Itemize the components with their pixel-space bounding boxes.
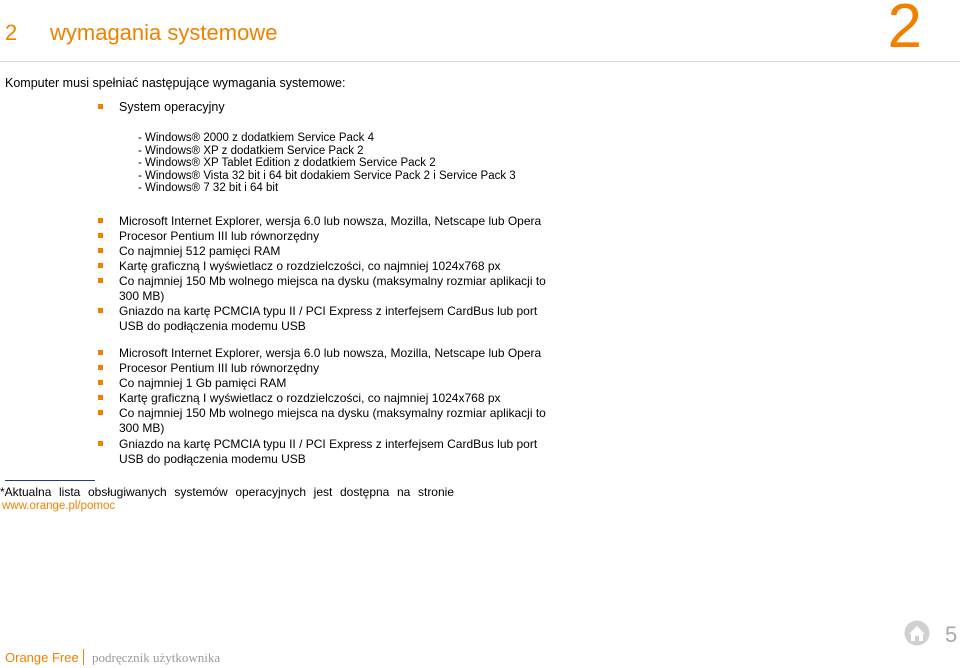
page-number: 5: [945, 622, 958, 647]
bullet-icon: [98, 218, 103, 223]
footnote-text: *Aktualna lista obsługiwanych systemów operacyjnych jest dostępna na stronie: [0, 485, 454, 499]
footer-manual-title: podręcznik użytkownika: [92, 650, 221, 665]
help-link[interactable]: www.orange.pl/pomoc: [2, 500, 116, 512]
os-list-item: - Windows® XP Tablet Edition z dodatkiem Service Pack 2: [138, 157, 436, 169]
chapter-big-number: 2: [887, 0, 922, 61]
req1-disk-cont: 300 MB): [119, 289, 165, 303]
req2-ram: Co najmniej 1 Gb pamięci RAM: [119, 376, 287, 390]
os-list-item: - Windows® 2000 z dodatkiem Service Pack 4: [138, 132, 375, 144]
req1-disk: Co najmniej 150 Mb wolnego miejsca na dysku (maksymalny rozmiar aplikacji to: [119, 274, 546, 288]
req1-port: Gniazdo na kartę PCMCIA typu II / PCI Express z interfejsem CardBus lub port: [119, 304, 538, 318]
home-icon[interactable]: [903, 620, 931, 646]
req2-disk: Co najmniej 150 Mb wolnego miejsca na dysku (maksymalny rozmiar aplikacji to: [119, 406, 546, 420]
footnote-divider: [5, 480, 95, 481]
bullet-icon: [98, 410, 103, 415]
req2-display: Kartę graficzną I wyświetlacz o rozdzielczości, co najmniej 1024x768 px: [119, 391, 501, 405]
bullet-icon: [98, 308, 103, 313]
bullet-icon: [98, 278, 103, 283]
req1-ram: Co najmniej 512 pamięci RAM: [119, 244, 281, 258]
bullet-icon: [98, 104, 103, 109]
header-divider: [0, 61, 960, 62]
bullet-icon: [98, 350, 103, 355]
chapter-title: wymagania systemowe: [50, 20, 278, 45]
bullet-icon: [98, 395, 103, 400]
os-heading: System operacyjny: [119, 100, 225, 114]
os-list-item: - Windows® 7 32 bit i 64 bit: [138, 182, 279, 194]
req2-port-cont: USB do podłączenia modemu USB: [119, 452, 306, 466]
intro-text: Komputer musi spełniać następujące wymagania systemowe:: [5, 76, 346, 90]
req2-browser: Microsoft Internet Explorer, wersja 6.0 lub nowsza, Mozilla, Netscape lub Opera: [119, 346, 542, 360]
footer-divider: [83, 649, 84, 665]
chapter-number: 2: [5, 20, 18, 45]
bullet-icon: [98, 263, 103, 268]
req2-cpu: Procesor Pentium III lub równorzędny: [119, 361, 320, 375]
bullet-icon: [98, 248, 103, 253]
req2-disk-cont: 300 MB): [119, 421, 165, 435]
bullet-icon: [98, 233, 103, 238]
req1-cpu: Procesor Pentium III lub równorzędny: [119, 229, 320, 243]
footer-brand: Orange Free: [5, 650, 79, 665]
bullet-icon: [98, 441, 103, 446]
bullet-icon: [98, 365, 103, 370]
req2-port: Gniazdo na kartę PCMCIA typu II / PCI Express z interfejsem CardBus lub port: [119, 437, 538, 451]
req1-browser: Microsoft Internet Explorer, wersja 6.0 lub nowsza, Mozilla, Netscape lub Opera: [119, 214, 542, 228]
os-list-item: - Windows® XP z dodatkiem Service Pack 2: [138, 144, 364, 157]
bullet-icon: [98, 380, 103, 385]
os-list-item: - Windows® Vista 32 bit i 64 bit dodakiem Service Pack 2 i Service Pack 3: [138, 169, 516, 182]
req1-display: Kartę graficzną I wyświetlacz o rozdzielczości, co najmniej 1024x768 px: [119, 259, 501, 273]
req1-port-cont: USB do podłączenia modemu USB: [119, 319, 306, 333]
